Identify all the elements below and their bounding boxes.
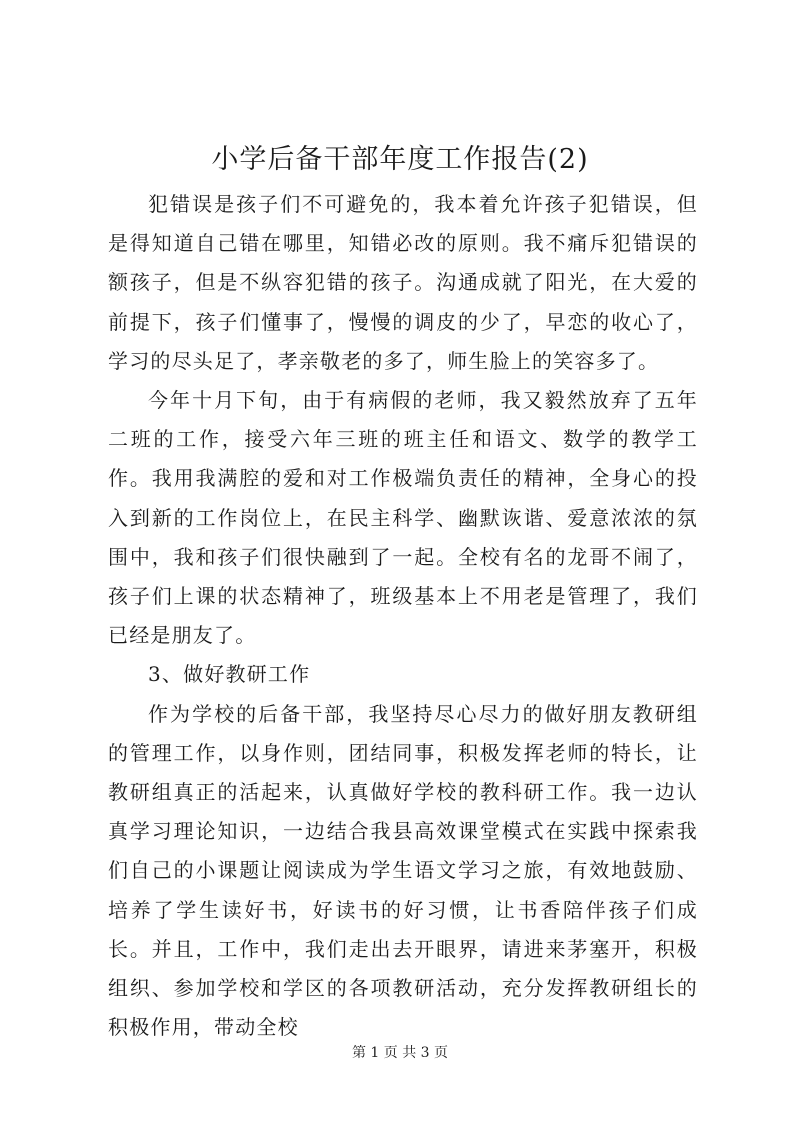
document-body <box>108 185 698 1047</box>
page-number-footer: 第 1 页 共 3 页 <box>351 1045 449 1061</box>
paragraph: 作为学校的后备干部，我坚持尽心尽力的做好朋友教研组的管理工作，以身作则，团结同事，积极发挥老师的特长，让教研组真正的活起来，认真做好学校的教科研工作。我一边认真学习理论知识，一边结合我县高效课堂模式在实践中探索我们自己的小课题让阅读成为学生语文学习之旅，有效地鼓励、培养了学生读好书，好读书的好习惯，让书香陪伴孩子们成长。并且，工作中，我们走出去开眼界，请进来茅塞开，积极组织、参加学校和学区的各项教研活动，充分发挥教研组长的积极作用，带动全校 <box>108 701 698 1040</box>
document-title: 小学后备干部年度工作报告(2) <box>211 144 589 175</box>
paragraph: 犯错误是孩子们不可避免的，我本着允许孩子犯错误，但是得知道自己错在哪里，知错必改的原则。我不痛斥犯错误的额孩子，但是不纵容犯错的孩子。沟通成就了阳光，在大爱的前提下，孩子们懂事了，慢慢的调皮的少了，早恋的收心了，学习的尽头足了，孝亲敬老的多了，师生脸上的笑容多了。 <box>108 192 698 373</box>
paragraph: 今年十月下旬，由于有病假的老师，我又毅然放弃了五年二班的工作，接受六年三班的班主任和语文、数学的教学工作。我用我满腔的爱和对工作极端负责任的精神，全身心的投入到新的工作岗位上，在民主科学、幽默诙谐、爱意浓浓的氛围中，我和孩子们很快融到了一起。全校有名的龙哥不闹了，孩子们上课的状态精神了，班级基本上不用老是管理了，我们已经是朋友了。 <box>108 388 698 648</box>
section-heading: 3、做好教研工作 <box>148 662 311 687</box>
